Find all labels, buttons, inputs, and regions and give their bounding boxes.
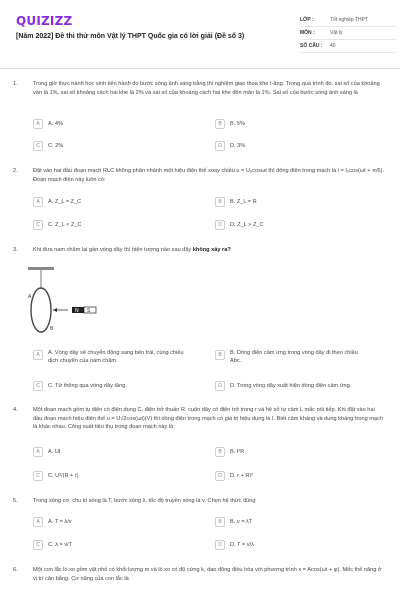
ring-label-b: B bbox=[50, 326, 54, 332]
option-c[interactable] bbox=[33, 469, 79, 482]
option-c[interactable] bbox=[33, 379, 127, 392]
option-letter-box: A bbox=[33, 119, 43, 129]
question-text: Trong sóng cơ, chu kì sóng là T, bước sóng λ, tốc độ truyền sóng là v. Chọn hệ thức đúng bbox=[33, 498, 256, 504]
ceiling-support bbox=[28, 267, 54, 270]
question-number: 2. bbox=[13, 168, 18, 174]
option-d[interactable] bbox=[215, 469, 253, 482]
option-letter-box: D bbox=[215, 471, 225, 481]
option-label: A. T = λ/v bbox=[48, 518, 72, 525]
option-label: D. Trong vòng dây xuất hiện dòng điện cảm ứng. bbox=[230, 382, 352, 389]
option-a[interactable] bbox=[33, 515, 72, 528]
option-label: D. T = v/λ bbox=[230, 541, 254, 548]
meta-value: Vật lý bbox=[330, 30, 343, 36]
option-d[interactable] bbox=[215, 139, 245, 152]
option-b[interactable] bbox=[215, 195, 257, 208]
meta-row-class bbox=[300, 14, 396, 27]
option-c[interactable] bbox=[33, 218, 82, 231]
wire-ring bbox=[31, 288, 51, 332]
magnet-s-label: S bbox=[87, 308, 91, 314]
arrow-head bbox=[53, 308, 57, 312]
option-letter-box: C bbox=[33, 471, 43, 481]
option-label: A. UI bbox=[48, 448, 61, 455]
option-d[interactable] bbox=[215, 538, 254, 551]
option-b[interactable] bbox=[215, 445, 244, 458]
option-letter-box: B bbox=[215, 119, 225, 129]
meta-key: MÔN : bbox=[300, 30, 315, 36]
option-a[interactable] bbox=[33, 117, 63, 130]
quizizz-logo: QUIZIZZ bbox=[16, 14, 73, 28]
ring-label-a: A bbox=[28, 294, 32, 300]
option-a[interactable] bbox=[33, 350, 188, 372]
question-text-bold: không xảy ra? bbox=[192, 247, 231, 253]
option-c[interactable] bbox=[33, 538, 72, 551]
option-b[interactable] bbox=[215, 515, 252, 528]
question-text: Một đoạn mạch gồm tụ điện có điện dung C, điện trở thuần R, cuộn dây có điện trở trong r và hệ số tự cảm L mắc nối tiếp. Khi đặt vào hai đầu đoạn mạch hiệu điện thế u = U√2cos(ωt)(V) thì dòng điện trong mạch có giá trị hiệu dụng là I. Biết cảm kháng và dung kháng trong mạch là khác nhau. Công suất tiêu thụ trong đoạn mạch này là: bbox=[33, 407, 383, 431]
meta-key: LỚP : bbox=[300, 17, 314, 23]
option-letter-box: A bbox=[33, 447, 43, 457]
question-text-plain: Khi đưa nam châm lại gần vòng dây thì hiện tượng nào sau đây bbox=[33, 247, 193, 253]
option-letter-box: D bbox=[215, 381, 225, 391]
option-d[interactable] bbox=[215, 379, 351, 392]
option-label: B. 5% bbox=[230, 120, 245, 127]
option-label: C. λ = v/T bbox=[48, 541, 73, 548]
document-title: [Năm 2022] Đề thi thử môn Vật lý THPT Quốc gia có lời giải (Đề số 3) bbox=[16, 33, 245, 40]
option-letter-box: A bbox=[33, 350, 43, 360]
option-letter-box: A bbox=[33, 197, 43, 207]
meta-value: Tốt nghiệp THPT bbox=[330, 17, 368, 23]
option-letter-box: B bbox=[215, 350, 225, 360]
option-label: B. v = λT bbox=[230, 518, 253, 525]
option-c[interactable] bbox=[33, 139, 63, 152]
question-text: Một con lắc lò xo gồm vật nhỏ có khối lượng m và lò xo có độ cứng k, dao động điều hòa với phương trình x = Acos(ωt + φ). Mốc thế năng ở vị trí cân bằng. Cơ năng của con lắc là bbox=[33, 567, 382, 582]
question-number: 4. bbox=[13, 407, 18, 413]
question-number: 6. bbox=[13, 567, 18, 573]
option-label: A. Z_L = Z_C bbox=[48, 198, 82, 205]
option-label: B. Z_L = R bbox=[230, 198, 257, 205]
option-letter-box: A bbox=[33, 517, 43, 527]
option-letter-box: C bbox=[33, 220, 43, 230]
question-text: Trong giờ thực hành học sinh tiến hành đo bước sóng ánh sáng bằng thí nghiệm giao thoa khe I-âng. Trong quá trình đo, sai số của khoảng vân là 1%, sai số khoảng cách hai khe là 2% và sai số của khoảng cách hai khe đến màn là 1%. Sai số của bước sóng ánh sáng là bbox=[33, 81, 380, 96]
option-letter-box: B bbox=[215, 197, 225, 207]
option-label: D. r + RI² bbox=[230, 472, 253, 479]
option-a[interactable] bbox=[33, 445, 60, 458]
option-letter-box: B bbox=[215, 447, 225, 457]
option-label: C. Từ thông qua vòng dây tăng. bbox=[48, 382, 127, 389]
question-text: Đặt vào hai đầu đoạn mạch RLC không phân nhánh một hiệu điện thế xoay chiều u = U₀cosωt thì dòng điện trong mạch là i = I₀cos(ωt + π/6). Đoạn mạch điện này luôn có: bbox=[33, 168, 385, 183]
meta-table bbox=[300, 14, 396, 53]
option-letter-box: C bbox=[33, 141, 43, 151]
option-label: B. I²R bbox=[230, 448, 245, 455]
question-text bbox=[33, 246, 385, 255]
header-divider bbox=[0, 68, 400, 69]
meta-value: 40 bbox=[330, 43, 336, 49]
magnet-ring-figure bbox=[28, 262, 118, 344]
option-a[interactable] bbox=[33, 195, 81, 208]
magnet-n-label: N bbox=[75, 308, 79, 314]
option-label: B. Dòng điện cảm ứng trong vòng dây đi theo chiều Abc. bbox=[230, 350, 358, 364]
option-d[interactable] bbox=[215, 218, 264, 231]
option-b[interactable] bbox=[215, 350, 370, 372]
option-label: C. Z_L < Z_C bbox=[48, 221, 82, 228]
option-letter-box: B bbox=[215, 517, 225, 527]
option-label: C. 2% bbox=[48, 142, 64, 149]
question-number: 3. bbox=[13, 247, 18, 253]
option-label: C. U²/(R + r) bbox=[48, 472, 79, 479]
option-letter-box: C bbox=[33, 540, 43, 550]
meta-key: SỐ CÂU : bbox=[300, 43, 323, 49]
option-letter-box: D bbox=[215, 540, 225, 550]
option-label: A. Vòng dây sẽ chuyển động sang bên trái, cùng chiều dịch chuyển của nam châm. bbox=[48, 350, 184, 364]
option-b[interactable] bbox=[215, 117, 245, 130]
meta-row-count bbox=[300, 40, 396, 53]
question-number: 5. bbox=[13, 498, 18, 504]
option-label: D. 3% bbox=[230, 142, 246, 149]
meta-row-subject bbox=[300, 27, 396, 40]
option-letter-box: D bbox=[215, 141, 225, 151]
question-number: 1. bbox=[13, 81, 18, 87]
option-letter-box: D bbox=[215, 220, 225, 230]
option-label: A. 4% bbox=[48, 120, 63, 127]
option-label: D. Z_L > Z_C bbox=[230, 221, 264, 228]
option-letter-box: C bbox=[33, 381, 43, 391]
